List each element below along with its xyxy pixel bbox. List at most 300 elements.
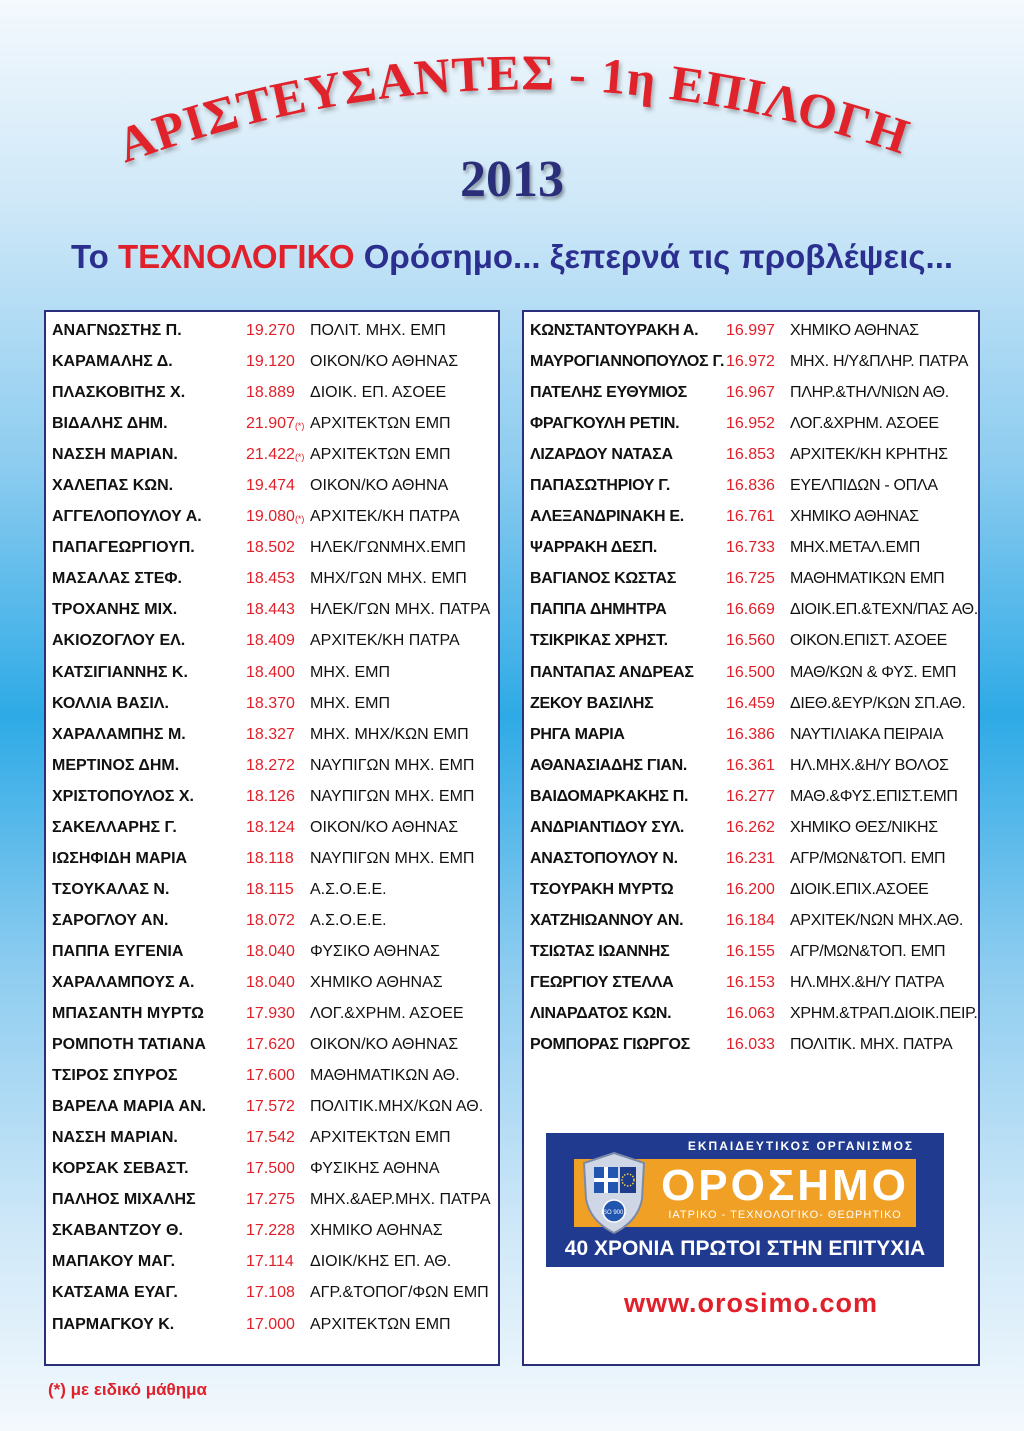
student-name: ΝΑΣΣΗ ΜΑΡΙΑΝ. [52, 446, 178, 464]
admitted-department: ΑΓΡ/ΜΩΝ&ΤΟΠ. ΕΜΠ [790, 849, 946, 867]
score-value: 16.733 [726, 539, 775, 557]
score-value: 17.228 [246, 1222, 295, 1240]
shield-flag-icon [580, 1151, 648, 1235]
student-score [246, 1316, 295, 1334]
student-score [246, 1129, 295, 1147]
student-name: ΠΑΤΕΛΗΣ ΕΥΘΥΜΙΟΣ [530, 384, 687, 402]
student-name: ΧΡΙΣΤΟΠΟΥΛΟΣ Χ. [52, 787, 194, 805]
admitted-department: ΔΙΟΙΚ.ΕΠΙΧ.ΑΣΟΕΕ [790, 880, 929, 898]
score-value: 18.040 [246, 942, 295, 960]
student-score [246, 446, 304, 464]
admitted-department: ΟΙΚΟΝ/ΚΟ ΑΘΗΝΑ [310, 477, 449, 495]
student-name: ΤΣΙΚΡΙΚΑΣ ΧΡΗΣΤ. [530, 632, 668, 650]
student-name: ΣΑΡΟΓΛΟΥ ΑΝ. [52, 911, 169, 929]
student-score [246, 757, 295, 775]
admitted-department: ΧΗΜΙΚΟ ΑΘΗΝΑΣ [790, 322, 919, 339]
special-subject-mark: (*) [294, 452, 305, 463]
student-name: ΛΙΖΑΡΔΟΥ ΝΑΤΑΣΑ [530, 446, 673, 464]
admitted-department: ΟΙΚΟΝ/ΚΟ ΑΘΗΝΑΣ [310, 1036, 459, 1054]
score-value: 17.930 [246, 1005, 295, 1023]
score-value: 16.972 [726, 353, 775, 371]
student-name: ΑΛΕΞΑΝΔΡΙΝΑΚΗ Ε. [530, 508, 684, 526]
score-value: 18.409 [246, 632, 295, 650]
score-value: 16.761 [726, 508, 775, 526]
slogan-highlight: ΤΕΧΝΟΛΟΓΙΚΟ [117, 238, 355, 275]
student-name: ΚΟΡΣΑΚ ΣΕΒΑΣΤ. [52, 1160, 189, 1178]
result-row [524, 751, 978, 782]
result-row [46, 626, 498, 657]
score-value: 16.997 [726, 322, 775, 339]
admitted-department: ΔΙΕΘ.&ΕΥΡ/ΚΩΝ ΣΠ.ΑΘ. [790, 694, 966, 712]
student-score [726, 601, 775, 619]
score-value: 18.502 [246, 539, 295, 557]
student-score [246, 881, 294, 899]
score-value: 18.400 [246, 663, 295, 681]
student-name: ΜΠΑΣΑΝΤΗ ΜΥΡΤΩ [52, 1005, 204, 1023]
admitted-department: ΜΗΧ. ΕΜΠ [310, 694, 390, 712]
result-row [46, 1310, 498, 1341]
score-value: 16.277 [726, 787, 775, 805]
result-row [524, 564, 978, 595]
result-row [524, 844, 978, 875]
student-name: ΧΑΛΕΠΑΣ ΚΩΝ. [52, 477, 174, 495]
student-name: ΚΑΤΣΑΜΑ ΕΥΑΓ. [52, 1284, 178, 1302]
result-row [524, 626, 978, 657]
result-row [46, 440, 498, 471]
year-heading: 2013 [460, 151, 564, 208]
student-score [246, 1098, 295, 1116]
logo-orange-band [574, 1159, 916, 1227]
student-score [246, 695, 295, 713]
result-row [46, 1185, 498, 1216]
left-results-panel [44, 310, 500, 1366]
result-row [524, 937, 978, 968]
slogan-post: Ορόσημο... ξεπερνά τις προβλέψεις... [354, 238, 954, 275]
result-row [46, 906, 498, 937]
student-score [246, 1191, 295, 1209]
logo-name: ΟΡΟΣΗΜΟ [661, 1161, 909, 1210]
student-score [246, 1160, 295, 1178]
admitted-department: ΑΡΧΙΤΕΚ/ΚΗ ΚΡΗΤΗΣ [790, 446, 948, 464]
student-name: ΜΑΠΑΚΟΥ ΜΑΓ. [52, 1253, 176, 1271]
score-value: 17.114 [246, 1253, 294, 1271]
admitted-department: ΔΙΟΙΚ. ΕΠ. ΑΣΟΕΕ [310, 384, 447, 402]
student-name: ΓΕΩΡΓΙΟΥ ΣΤΕΛΛΑ [530, 973, 674, 991]
admitted-department: ΝΑΥΤΙΛΙΑΚΑ ΠΕΙΡΑΙΑ [790, 725, 944, 743]
admitted-department: ΕΥΕΛΠΙΔΩΝ - ΟΠΛΑ [790, 477, 938, 495]
student-name: ΑΝΔΡΙΑΝΤΙΔΟΥ ΣΥΛ. [530, 818, 685, 836]
result-row [46, 533, 498, 564]
student-name: ΠΑΠΠΑ ΔΗΜΗΤΡΑ [530, 601, 667, 619]
student-score [726, 850, 775, 868]
student-name: ΤΣΙΩΤΑΣ ΙΩΑΝΝΗΣ [530, 942, 670, 960]
student-score [246, 539, 295, 557]
result-row [46, 813, 498, 844]
student-score [726, 881, 775, 899]
student-score [246, 353, 295, 371]
score-value: 16.669 [726, 601, 775, 619]
result-row [46, 1123, 498, 1154]
admitted-department: ΑΡΧΙΤΕΚΤΩΝ ΕΜΠ [310, 1315, 451, 1333]
result-row [524, 813, 978, 844]
student-name: ΤΡΟΧΑΝΗΣ ΜΙΧ. [52, 601, 178, 619]
score-value: 17.542 [246, 1129, 295, 1147]
student-score [246, 601, 295, 619]
student-name: ΖΕΚΟΥ ΒΑΣΙΛΗΣ [530, 694, 654, 712]
score-value: 18.126 [246, 787, 295, 805]
student-name: ΑΘΑΝΑΣΙΑΔΗΣ ΓΙΑΝ. [530, 756, 688, 774]
student-score [726, 508, 775, 526]
score-value: 16.853 [726, 446, 775, 464]
score-value: 21.907 [246, 415, 295, 433]
result-row [46, 378, 498, 409]
result-row [46, 1278, 498, 1309]
admitted-department: ΗΛ.ΜΗΧ.&Η/Υ ΠΑΤΡΑ [790, 973, 945, 991]
admitted-department: ΠΛΗΡ.&ΤΗΛ/ΝΙΩΝ ΑΘ. [790, 384, 949, 402]
result-row [524, 595, 978, 626]
result-row [524, 968, 978, 999]
result-row [46, 1061, 498, 1092]
score-value: 18.040 [246, 973, 295, 991]
result-row [46, 1154, 498, 1185]
score-value: 18.889 [246, 384, 295, 402]
score-value: 16.262 [726, 818, 775, 836]
student-name: ΒΑΡΕΛΑ ΜΑΡΙΑ ΑΝ. [52, 1098, 207, 1116]
student-name: ΠΑΛΗΟΣ ΜΙΧΑΛΗΣ [52, 1191, 196, 1209]
admitted-department: ΟΙΚΟΝ.ΕΠΙΣΤ. ΑΣΟΕΕ [790, 632, 948, 650]
student-name: ΒΙΔΑΛΗΣ ΔΗΜ. [52, 415, 168, 433]
student-score [726, 943, 775, 961]
score-value: 16.836 [726, 477, 775, 495]
admitted-department: ΠΟΛΙΤΙΚ. ΜΗΧ. ΠΑΤΡΑ [790, 1036, 953, 1054]
special-subject-mark: (*) [294, 421, 305, 432]
logo-subtitle: ΙΑΤΡΙΚΟ - ΤΕΧΝΟΛΟΓΙΚΟ- ΘΕΩΡΗΤΙΚΟ [668, 1209, 902, 1221]
student-score [726, 788, 775, 806]
admitted-department: ΜΗΧ/ΓΩΝ ΜΗΧ. ΕΜΠ [310, 570, 467, 588]
student-score [246, 974, 295, 992]
student-name: ΧΑΡΑΛΑΜΠΟΥΣ Α. [52, 973, 195, 991]
student-score [246, 1036, 295, 1054]
result-row [46, 782, 498, 813]
student-name: ΤΣΟΥΡΑΚΗ ΜΥΡΤΩ [530, 880, 674, 898]
student-name: ΠΑΝΤΑΠΑΣ ΑΝΔΡΕΑΣ [530, 663, 694, 681]
score-value: 16.033 [726, 1036, 775, 1054]
result-row [524, 502, 978, 533]
student-score [726, 353, 775, 371]
student-score [726, 757, 775, 775]
admitted-department: ΜΑΘΗΜΑΤΙΚΩΝ ΕΜΠ [790, 570, 945, 588]
admitted-department: ΗΛ.ΜΗΧ.&Η/Υ ΒΟΛΟΣ [790, 756, 949, 774]
student-score [726, 1005, 775, 1023]
student-score [246, 415, 304, 433]
student-name: ΝΑΣΣΗ ΜΑΡΙΑΝ. [52, 1129, 178, 1147]
student-score [246, 1284, 295, 1302]
result-row [46, 999, 498, 1030]
admitted-department: ΑΡΧΙΤΕΚΤΩΝ ΕΜΠ [310, 1129, 451, 1147]
student-name: ΠΑΠΑΣΩΤΗΡΙΟΥ Γ. [530, 477, 671, 495]
student-score [246, 477, 295, 495]
score-value: 16.459 [726, 694, 775, 712]
result-row [524, 689, 978, 720]
admitted-department: ΜΗΧ.&ΑΕΡ.ΜΗΧ. ΠΑΤΡΑ [310, 1191, 491, 1209]
student-name: ΠΛΑΣΚΟΒΙΤΗΣ Χ. [52, 384, 186, 402]
score-value: 16.952 [726, 415, 775, 433]
right-results-list [524, 316, 978, 1061]
student-name: ΣΑΚΕΛΛΑΡΗΣ Γ. [52, 818, 177, 836]
score-value: 17.108 [246, 1284, 295, 1302]
score-value: 16.386 [726, 725, 775, 743]
score-value: 17.600 [246, 1067, 295, 1085]
footnote: (*) με ειδικό μάθημα [48, 1380, 207, 1399]
slogan-pre: Το [70, 238, 118, 275]
score-value: 19.270 [246, 322, 295, 339]
admitted-department: ΑΓΡ.&ΤΟΠΟΓ/ΦΩΝ ΕΜΠ [310, 1284, 489, 1302]
student-score [246, 384, 295, 402]
student-score [726, 1036, 775, 1054]
score-value: 17.500 [246, 1160, 295, 1178]
website-link[interactable]: www.orosimo.com [623, 1288, 879, 1318]
student-score [726, 632, 775, 650]
result-row [524, 440, 978, 471]
student-name: ΧΑΡΑΛΑΜΠΗΣ Μ. [52, 725, 186, 743]
score-value: 18.327 [246, 725, 295, 743]
result-row [46, 1247, 498, 1278]
student-name: ΑΝΑΣΤΟΠΟΥΛΟΥ Ν. [530, 849, 678, 867]
admitted-department: ΑΡΧΙΤΕΚΤΩΝ ΕΜΠ [310, 446, 451, 464]
admitted-department: Α.Σ.Ο.Ε.Ε. [310, 911, 387, 929]
admitted-department: ΝΑΥΠΙΓΩΝ ΜΗΧ. ΕΜΠ [310, 787, 475, 805]
student-score [246, 508, 304, 526]
admitted-department: ΦΥΣΙΚΗΣ ΑΘΗΝΑ [310, 1160, 440, 1178]
page-title-text: ΑΡΙΣΤΕΥΣΑΝΤΕΣ - 1η ΕΠΙΛΟΓΗ [109, 44, 917, 174]
result-row [524, 409, 978, 440]
student-score [726, 726, 775, 744]
student-name: ΜΑΣΑΛΑΣ ΣΤΕΦ. [52, 570, 182, 588]
admitted-department: ΧΗΜΙΚΟ ΑΘΗΝΑΣ [310, 973, 443, 991]
student-score [246, 570, 295, 588]
score-value: 16.153 [726, 973, 775, 991]
score-value: 16.725 [726, 570, 775, 588]
student-score [726, 570, 775, 588]
student-score [726, 974, 775, 992]
score-value: 17.000 [246, 1315, 295, 1333]
score-value: 16.361 [726, 756, 775, 774]
score-value: 18.115 [246, 880, 294, 898]
student-score [246, 943, 295, 961]
orosimo-logo-box [546, 1133, 944, 1267]
student-name: ΤΣΟΥΚΑΛΑΣ Ν. [52, 880, 170, 898]
result-row [46, 1216, 498, 1247]
admitted-department: ΦΥΣΙΚΟ ΑΘΗΝΑΣ [310, 942, 440, 960]
result-row [46, 720, 498, 751]
result-row [524, 999, 978, 1030]
admitted-department: ΗΛΕΚ/ΓΩΝ ΜΗΧ. ΠΑΤΡΑ [310, 601, 491, 619]
student-score [246, 819, 295, 837]
student-name: ΡΟΜΠΟΡΑΣ ΓΙΩΡΓΟΣ [530, 1036, 690, 1054]
score-value: 19.474 [246, 477, 295, 495]
admitted-department: ΟΙΚΟΝ/ΚΟ ΑΘΗΝΑΣ [310, 353, 459, 371]
result-row [46, 689, 498, 720]
score-value: 17.275 [246, 1191, 295, 1209]
admitted-department: ΧΗΜΙΚΟ ΘΕΣ/ΝΙΚΗΣ [790, 818, 938, 836]
result-row [524, 316, 978, 347]
score-value: 18.072 [246, 911, 295, 929]
student-name: ΨΑΡΡΑΚΗ ΔΕΣΠ. [530, 539, 658, 557]
result-row [46, 564, 498, 595]
student-score [246, 1222, 295, 1240]
admitted-department: ΑΡΧΙΤΕΚ/ΚΗ ΠΑΤΡΑ [310, 632, 460, 650]
score-value: 16.155 [726, 942, 775, 960]
iso-badge-text: ISO 9001 [601, 1210, 627, 1216]
result-row [46, 875, 498, 906]
admitted-department: ΑΡΧΙΤΕΚ/ΝΩΝ ΜΗΧ.ΑΘ. [790, 911, 964, 929]
admitted-department: ΜΗΧ. ΜΗΧ/ΚΩΝ ΕΜΠ [310, 725, 469, 743]
admitted-department: ΑΡΧΙΤΕΚΤΩΝ ΕΜΠ [310, 415, 451, 433]
result-row [524, 471, 978, 502]
admitted-department: ΝΑΥΠΙΓΩΝ ΜΗΧ. ΕΜΠ [310, 756, 475, 774]
student-score [726, 384, 775, 402]
score-value: 18.272 [246, 756, 295, 774]
student-score [726, 539, 775, 557]
admitted-department: ΛΟΓ.&ΧΡΗΜ. ΑΣΟΕΕ [790, 415, 939, 433]
student-name: ΡΗΓΑ ΜΑΡΙΑ [530, 725, 625, 743]
result-row [46, 1030, 498, 1061]
admitted-department: ΠΟΛΙΤ. ΜΗΧ. ΕΜΠ [310, 322, 446, 339]
student-name: ΚΟΛΛΙΑ ΒΑΣΙΛ. [52, 694, 169, 712]
result-row [524, 347, 978, 378]
student-score [246, 850, 294, 868]
student-name: ΚΩΝΣΤΑΝΤΟΥΡΑΚΗ Α. [530, 322, 699, 339]
score-value: 19.120 [246, 353, 295, 371]
score-value: 16.500 [726, 663, 775, 681]
result-row [46, 409, 498, 440]
admitted-department: ΝΑΥΠΙΓΩΝ ΜΗΧ. ΕΜΠ [310, 849, 475, 867]
result-row [524, 1030, 978, 1061]
admitted-department: Α.Σ.Ο.Ε.Ε. [310, 880, 387, 898]
result-row [46, 316, 498, 347]
student-name: ΚΑΡΑΜΑΛΗΣ Δ. [52, 353, 173, 371]
admitted-department: ΟΙΚΟΝ/ΚΟ ΑΘΗΝΑΣ [310, 818, 459, 836]
score-value: 17.620 [246, 1036, 295, 1054]
student-score [726, 819, 775, 837]
student-score [246, 664, 295, 682]
admitted-department: ΑΓΡ/ΜΩΝ&ΤΟΠ. ΕΜΠ [790, 942, 946, 960]
score-value: 16.063 [726, 1005, 775, 1023]
student-name: ΣΚΑΒΑΝΤΖΟΥ Θ. [52, 1222, 183, 1240]
result-row [46, 347, 498, 378]
score-value: 18.443 [246, 601, 295, 619]
admitted-department: ΔΙΟΙΚ.ΕΠ.&ΤΕΧΝ/ΠΑΣ ΑΘ. [790, 601, 978, 619]
student-name: ΑΝΑΓΝΩΣΤΗΣ Π. [52, 322, 182, 339]
result-row [524, 533, 978, 564]
result-row [524, 875, 978, 906]
student-score [246, 1067, 295, 1085]
admitted-department: ΠΟΛΙΤΙΚ.ΜΗΧ/ΚΩΝ ΑΘ. [310, 1098, 484, 1116]
student-name: ΡΟΜΠΟΤΗ ΤΑΤΙΑΝΑ [52, 1036, 206, 1054]
student-name: ΛΙΝΑΡΔΑΤΟΣ ΚΩΝ. [530, 1005, 672, 1023]
student-score [726, 912, 775, 930]
result-row [46, 751, 498, 782]
admitted-department: ΜΑΘΗΜΑΤΙΚΩΝ ΑΘ. [310, 1067, 460, 1085]
admitted-department: ΧΡΗΜ.&ΤΡΑΠ.ΔΙΟΙΚ.ΠΕΙΡ. [790, 1005, 978, 1023]
student-score [726, 415, 775, 433]
admitted-department: ΜΑΘ/ΚΩΝ & ΦΥΣ. ΕΜΠ [790, 663, 957, 681]
score-value: 18.124 [246, 818, 295, 836]
score-value: 21.422 [246, 446, 295, 464]
student-score [726, 322, 775, 340]
result-row [46, 844, 498, 875]
student-score [726, 695, 775, 713]
result-row [46, 937, 498, 968]
admitted-department: ΜΗΧ. ΕΜΠ [310, 663, 390, 681]
student-name: ΠΑΠΠΑ ΕΥΓΕΝΙΑ [52, 942, 184, 960]
logo-top-text: ΕΚΠΑΙΔΕΥΤΙΚΟΣ ΟΡΓΑΝΙΣΜΟΣ [687, 1139, 915, 1153]
result-row [524, 658, 978, 689]
slogan [0, 238, 1024, 276]
student-name: ΑΓΓΕΛΟΠΟΥΛΟΥ Α. [52, 508, 202, 526]
student-name: ΠΑΠΑΓΕΩΡΓΙΟΥΠ. [52, 539, 195, 557]
result-row [46, 471, 498, 502]
student-name: ΒΑΙΔΟΜΑΡΚΑΚΗΣ Π. [530, 787, 689, 805]
student-score [246, 632, 295, 650]
student-score [726, 664, 775, 682]
left-results-list [46, 316, 498, 1341]
student-score [726, 477, 775, 495]
score-value: 16.967 [726, 384, 775, 402]
result-row [46, 1092, 498, 1123]
score-value: 16.231 [726, 849, 775, 867]
student-name: ΙΩΣΗΦΙΔΗ ΜΑΡΙΑ [52, 849, 188, 867]
student-name: ΜΑΥΡΟΓΙΑΝΝΟΠΟΥΛΟΣ Γ. [530, 353, 725, 371]
result-row [46, 968, 498, 999]
student-score [246, 322, 295, 340]
student-name: ΠΑΡΜΑΓΚΟΥ Κ. [52, 1315, 175, 1333]
admitted-department: ΑΡΧΙΤΕΚ/ΚΗ ΠΑΤΡΑ [310, 508, 460, 526]
result-row [524, 906, 978, 937]
student-name: ΚΑΤΣΙΓΙΑΝΝΗΣ Κ. [52, 663, 188, 681]
student-name: ΧΑΤΖΗΙΩΑΝΝΟΥ ΑΝ. [530, 911, 684, 929]
admitted-department: ΜΗΧ.ΜΕΤΑΛ.ΕΜΠ [790, 539, 921, 557]
student-name: ΒΑΓΙΑΝΟΣ ΚΩΣΤΑΣ [530, 570, 677, 588]
score-value: 18.370 [246, 694, 295, 712]
admitted-department: ΛΟΓ.&ΧΡΗΜ. ΑΣΟΕΕ [310, 1005, 464, 1023]
admitted-department: ΧΗΜΙΚΟ ΑΘΗΝΑΣ [310, 1222, 443, 1240]
result-row [46, 502, 498, 533]
logo-tagline: 40 ΧΡΟΝΙΑ ΠΡΩΤΟΙ ΣΤΗΝ ΕΠΙΤΥΧΙΑ [564, 1237, 926, 1260]
student-score [246, 726, 295, 744]
student-score [726, 446, 775, 464]
result-row [524, 782, 978, 813]
student-name: ΦΡΑΓΚΟΥΛΗ ΡΕΤΙΝ. [530, 415, 680, 433]
score-value: 17.572 [246, 1098, 295, 1116]
result-row [46, 658, 498, 689]
student-name: ΜΕΡΤΙΝΟΣ ΔΗΜ. [52, 756, 180, 774]
result-row [46, 595, 498, 626]
score-value: 18.453 [246, 570, 295, 588]
admitted-department: ΜΑΘ.&ΦΥΣ.ΕΠΙΣΤ.ΕΜΠ [790, 787, 958, 805]
student-score [246, 912, 295, 930]
student-score [246, 1253, 294, 1271]
result-row [524, 720, 978, 751]
admitted-department: ΜΗΧ. Η/Υ&ΠΛΗΡ. ΠΑΤΡΑ [790, 353, 969, 371]
score-value: 16.560 [726, 632, 775, 650]
student-score [246, 788, 295, 806]
score-value: 18.118 [246, 849, 294, 867]
score-value: 19.080 [246, 508, 295, 526]
score-value: 16.200 [726, 880, 775, 898]
special-subject-mark: (*) [294, 514, 305, 525]
score-value: 16.184 [726, 911, 775, 929]
